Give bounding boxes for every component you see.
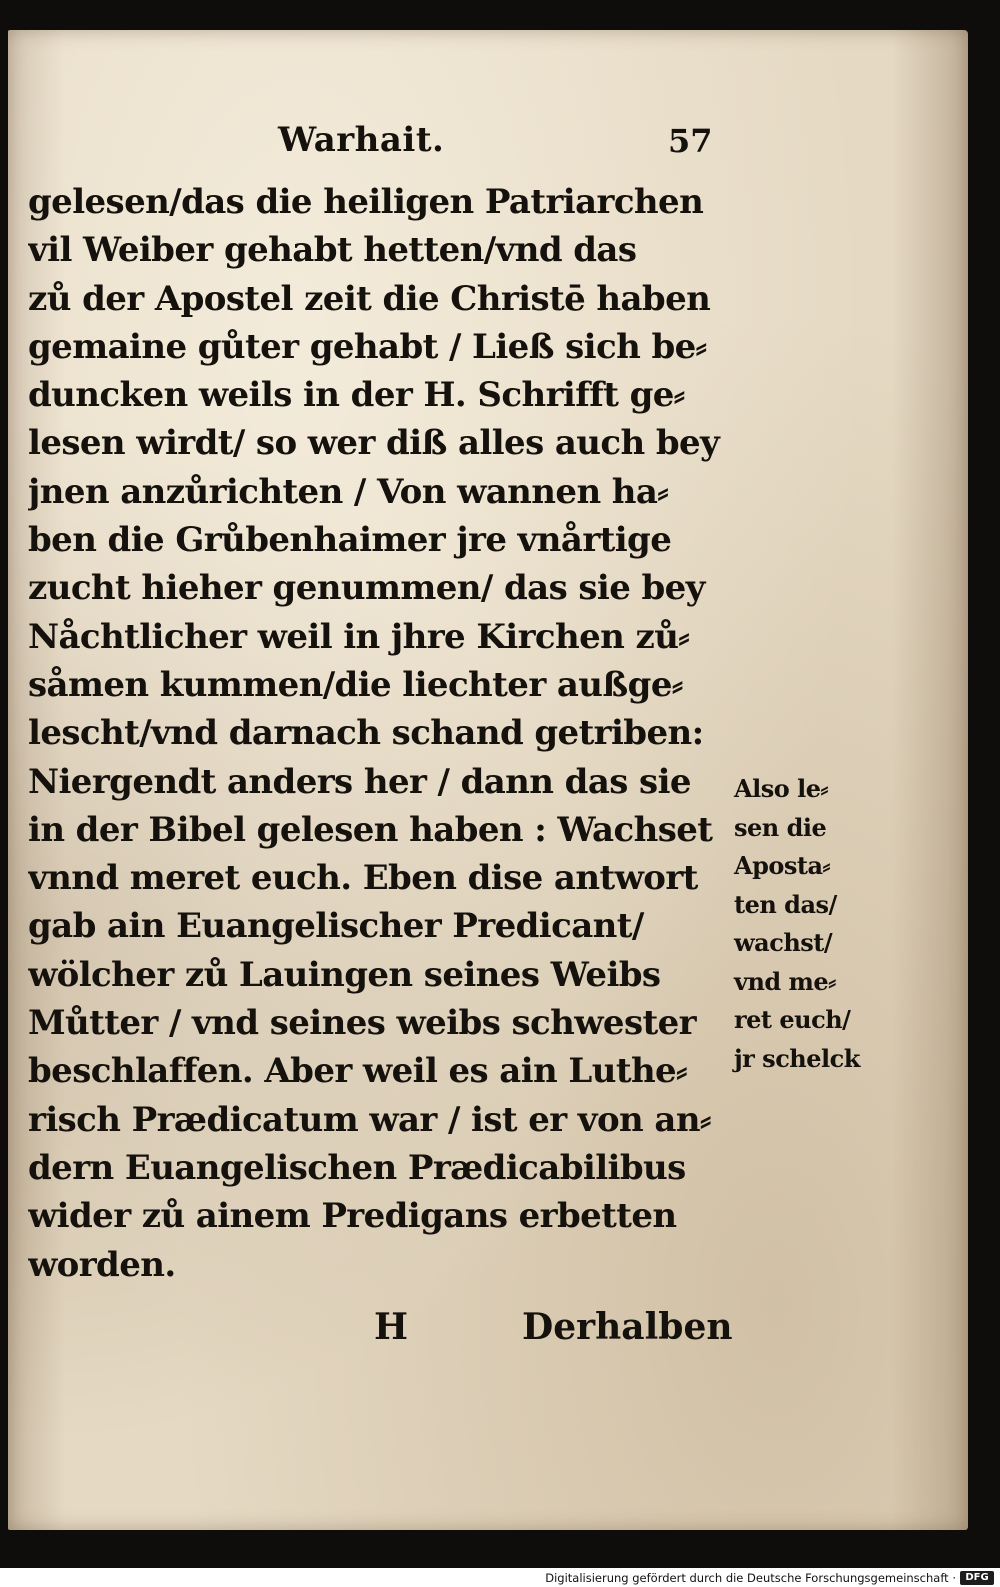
text-line: Můtter / vnd seines weibs schwester [28,1003,696,1044]
text-line: gemaine gůter gehabt / Ließ sich be⸗ [28,326,707,367]
text-line: gab ain Euangelischer Predicant/ [28,906,644,947]
margin-note-line: ten das/ [734,889,837,919]
text-line: vil Weiber gehabt hetten/vnd das [28,230,637,271]
signature-mark: H [374,1306,409,1348]
book-page [8,30,968,1530]
text-line: wölcher zů Lauingen seines Weibs [28,954,661,995]
text-line: Niergendt anders her / dann das sie [28,761,691,802]
marginal-note [734,770,864,1078]
margin-note-line: jr schelck [734,1043,860,1073]
text-line: ben die Grůbenhaimer jre vnårtige [28,520,672,561]
folio-number: 57 [668,122,713,160]
text-line: risch Prædicatum war / ist er von an⸗ [28,1099,711,1140]
digitization-credit: Digitalisierung gefördert durch die Deutsche Forschungsgemeinschaft · [545,1571,956,1585]
margin-note-line: sen die [734,812,827,842]
catchword: Derhalben [522,1306,733,1348]
margin-note-line: Aposta⸗ [734,851,831,880]
text-line: jnen anzůrichten / Von wannen ha⸗ [28,471,669,512]
running-head: Warhait. [278,120,445,160]
dfg-logo: DFG [960,1571,994,1585]
text-line: lesen wirdt/ so wer diß alles auch bey [28,423,720,464]
text-line: zů der Apostel zeit die Christē haben [28,278,711,319]
text-line: vnnd meret euch. Eben dise antwort [28,858,698,899]
text-line: wider zů ainem Predigans erbetten [28,1196,677,1237]
text-line: dern Euangelischen Prædicabilibus [28,1147,686,1188]
text-line: såmen kummen/die liechter außge⸗ [28,664,683,705]
margin-note-line: wachst/ [734,928,833,957]
text-line: gelesen/das die heiligen Patriarchen [28,182,704,222]
text-line: zucht hieher genummen/ das sie bey [28,568,705,609]
text-line: in der Bibel gelesen haben : Wachset [28,809,713,850]
text-line: duncken weils in der H. Schrifft ge⸗ [28,375,685,416]
margin-note-line: Also le⸗ [734,774,828,803]
margin-note-line: vnd me⸗ [734,966,836,996]
text-line: Nåchtlicher weil in jhre Kirchen zů⸗ [28,616,690,657]
margin-note-line: ret euch/ [734,1005,851,1034]
body-text [28,178,728,1289]
text-line: worden. [28,1244,176,1285]
text-line: beschlaffen. Aber weil es ain Luthe⸗ [28,1051,687,1092]
text-line: lescht/vnd darnach schand getriben: [28,713,704,754]
